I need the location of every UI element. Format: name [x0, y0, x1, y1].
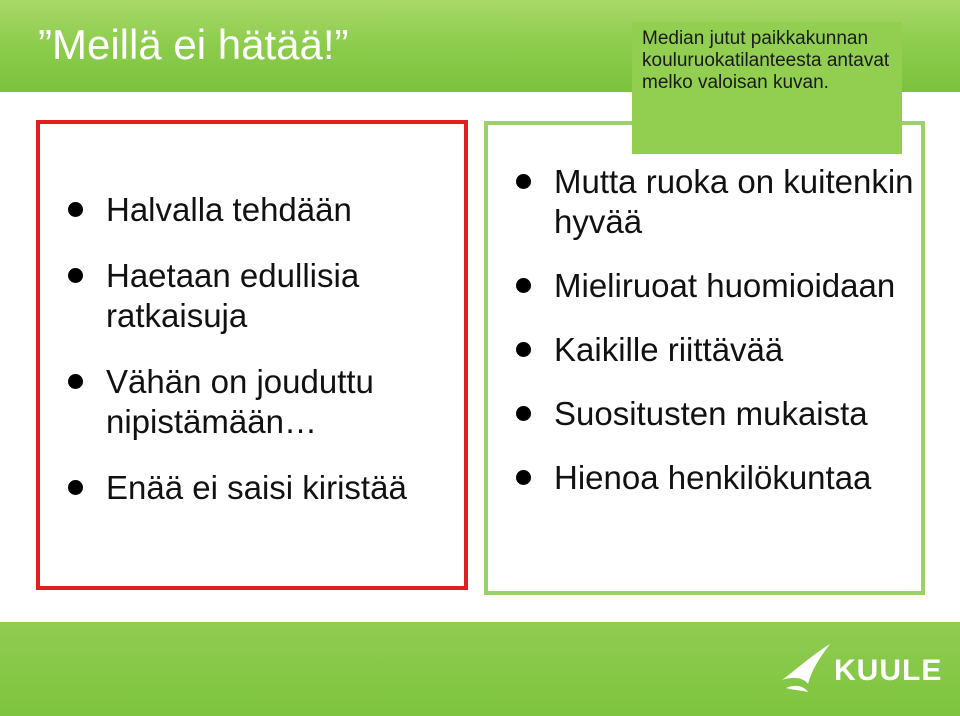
logo-text: KUULE	[834, 654, 943, 687]
bullet-text: Suositusten mukaista	[554, 395, 868, 432]
bullet-icon	[516, 470, 531, 485]
left-bullet-item	[68, 468, 460, 508]
bullet-icon	[68, 202, 83, 217]
bullet-text: Haetaan edullisia ratkaisuja	[106, 257, 360, 334]
bird-logo-icon	[778, 640, 838, 696]
bullet-icon	[68, 268, 83, 283]
right-bullet-item	[516, 330, 936, 370]
right-bullet-item	[516, 394, 936, 434]
kuule-logo	[778, 640, 948, 696]
right-bullet-item	[516, 266, 936, 306]
bullet-icon	[516, 406, 531, 421]
left-bullet-list	[68, 190, 460, 534]
bullet-text: Kaikille riittävää	[554, 331, 784, 368]
bullet-text: Vähän on jouduttu nipistämään…	[106, 363, 374, 440]
left-bullet-item	[68, 362, 460, 442]
right-bullet-item	[516, 458, 936, 498]
bullet-icon	[516, 174, 531, 189]
bullet-text: Mutta ruoka on kuitenkin hyvää	[554, 163, 914, 240]
bullet-text: Halvalla tehdään	[106, 191, 352, 228]
bullet-text: Mieliruoat huomioidaan	[554, 267, 896, 304]
bullet-text: Hienoa henkilökuntaa	[554, 459, 872, 496]
slide-title: ”Meillä ei hätää!”	[38, 21, 349, 68]
left-bullet-item	[68, 256, 460, 336]
bullet-icon	[516, 278, 531, 293]
right-bullet-item	[516, 162, 936, 242]
media-note-callout: Median jutut paikkakunnan kouluruokatilanteesta antavat melko valoisan kuvan.	[632, 22, 902, 154]
bullet-text: Enää ei saisi kiristää	[106, 469, 407, 506]
bullet-icon	[68, 480, 83, 495]
bullet-icon	[516, 342, 531, 357]
left-bullet-item	[68, 190, 460, 230]
right-bullet-list	[516, 162, 936, 522]
bullet-icon	[68, 374, 83, 389]
